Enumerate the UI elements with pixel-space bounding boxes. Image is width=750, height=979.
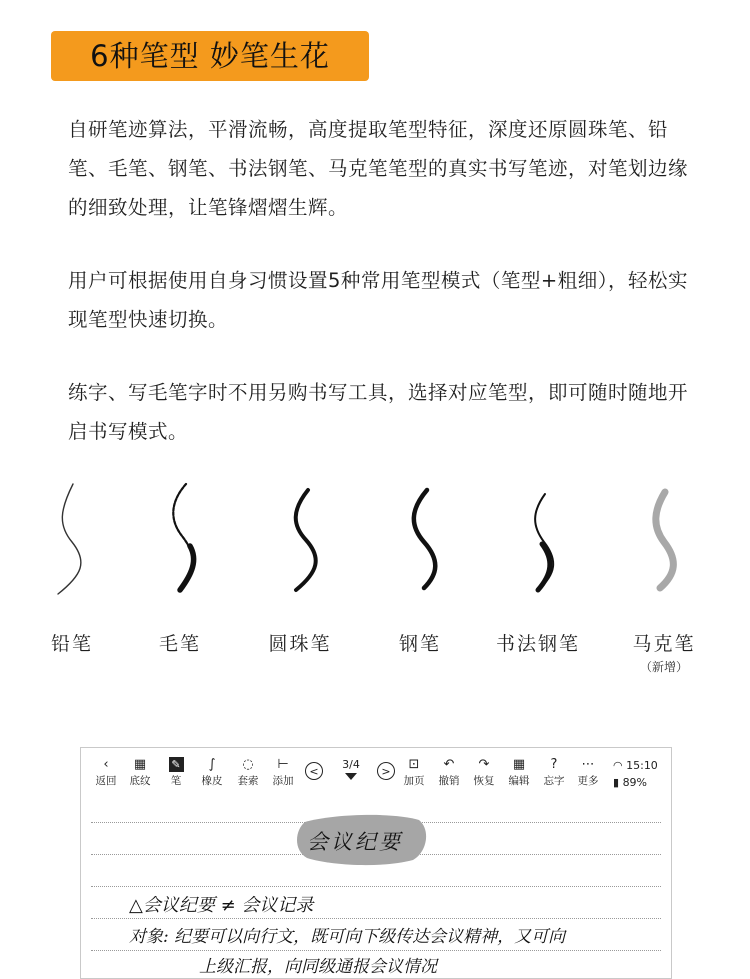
clock-time: 15:10 <box>626 759 658 772</box>
toolbar-add-page-button[interactable] <box>395 756 433 788</box>
note-line: 对象: 纪要可以向行文，既可向下级传达会议精神，又可向 <box>129 927 566 947</box>
pen-label-ballpoint: 圆珠笔 <box>268 633 332 655</box>
marker-stroke <box>656 492 674 588</box>
eraser-icon: ∫ <box>208 757 216 772</box>
redo-icon: ↷ <box>478 757 490 772</box>
ruled-line <box>91 950 661 951</box>
add-icon: ⊢ <box>277 757 289 772</box>
status-area <box>613 757 658 791</box>
back-icon: ‹ <box>103 757 109 772</box>
prev-page-button[interactable]: < <box>305 762 323 780</box>
note-title: 会议纪要 <box>307 830 403 854</box>
note-line: 上级汇报，向同级通报会议情况 <box>199 957 437 977</box>
toolbar-label: 加页 <box>403 775 425 787</box>
pen-label-marker: 马克笔 <box>632 633 696 655</box>
texture-icon: ▦ <box>133 757 147 772</box>
toolbar-more-button[interactable] <box>569 756 607 788</box>
battery-level: 89% <box>622 776 648 789</box>
wifi-icon: ◠ <box>613 759 623 772</box>
toolbar-back-button[interactable] <box>87 756 125 788</box>
note-line: △会议纪要 ≠ 会议记录 <box>129 895 314 916</box>
pen-icon: ✎ <box>157 756 195 774</box>
fountain-pen-stroke <box>414 490 435 588</box>
paragraph-algorithm: 自研笔迹算法，平滑流畅，高度提取笔型特征，深度还原圆珠笔、铅笔、毛笔、钢笔、书法钢笔、马克笔笔型的真实书写笔迹，对笔划边缘的细致处理，让笔锋熠熠生辉。 <box>68 118 689 219</box>
more-icon: ⋯ <box>581 757 595 772</box>
toolbar-label: 底纹 <box>129 775 151 787</box>
toolbar-label: 橡皮 <box>201 775 223 787</box>
pen-stroke-samples <box>0 470 750 610</box>
battery-icon: ▮ <box>613 776 620 789</box>
calligraphy-pen-stroke <box>535 494 553 590</box>
toolbar-forget-char-button[interactable] <box>535 756 573 788</box>
undo-icon: ↶ <box>443 757 455 772</box>
toolbar-label: 套索 <box>237 775 259 787</box>
pencil-stroke <box>58 484 81 594</box>
paragraph-presets: 用户可根据使用自身习惯设置5种常用笔型模式（笔型+粗细），轻松实现笔型快速切换。 <box>68 269 688 331</box>
page-number: 3/4 <box>342 758 360 771</box>
pen-label-calligraphy: 书法钢笔 <box>495 633 580 655</box>
page-indicator[interactable] <box>337 758 365 780</box>
toolbar-label: 撤销 <box>438 775 460 787</box>
toolbar-add-button[interactable] <box>264 756 302 788</box>
toolbar-pen-button[interactable] <box>157 756 195 788</box>
toolbar-label: 笔 <box>170 775 182 787</box>
toolbar-label: 恢复 <box>473 775 495 787</box>
toolbar-edit-button[interactable] <box>500 756 538 788</box>
device-screenshot <box>80 747 672 979</box>
toolbar-lasso-button[interactable] <box>229 756 267 788</box>
edit-icon: ▦ <box>512 757 526 772</box>
toolbar-label: 忘字 <box>543 775 565 787</box>
caret-down-icon <box>345 773 357 780</box>
ballpoint-stroke <box>296 490 316 590</box>
section-heading: 6种笔型 妙笔生花 <box>51 31 369 81</box>
toolbar-label: 更多 <box>577 775 599 787</box>
pen-label-pencil: 铅笔 <box>50 633 93 655</box>
toolbar-redo-button[interactable] <box>465 756 503 788</box>
ruled-line <box>91 886 661 887</box>
pen-label-fountain: 钢笔 <box>398 633 441 655</box>
toolbar-eraser-button[interactable] <box>193 756 231 788</box>
paragraph-calligraphy: 练字、写毛笔字时不用另购书写工具，选择对应笔型，即可随时随地开启书写模式。 <box>68 381 689 443</box>
toolbar-label: 返回 <box>95 775 117 787</box>
forget-icon: ? <box>550 757 558 772</box>
ruled-line <box>91 918 661 919</box>
pen-note-new: （新增） <box>639 660 688 674</box>
toolbar-label: 添加 <box>272 775 294 787</box>
toolbar-texture-button[interactable] <box>121 756 159 788</box>
toolbar-label: 编辑 <box>508 775 530 787</box>
lasso-icon: ◌ <box>242 757 254 772</box>
add-page-icon: ⊡ <box>408 757 420 772</box>
pen-label-brush: 毛笔 <box>158 633 201 655</box>
next-page-button[interactable]: > <box>377 762 395 780</box>
toolbar-undo-button[interactable] <box>430 756 468 788</box>
